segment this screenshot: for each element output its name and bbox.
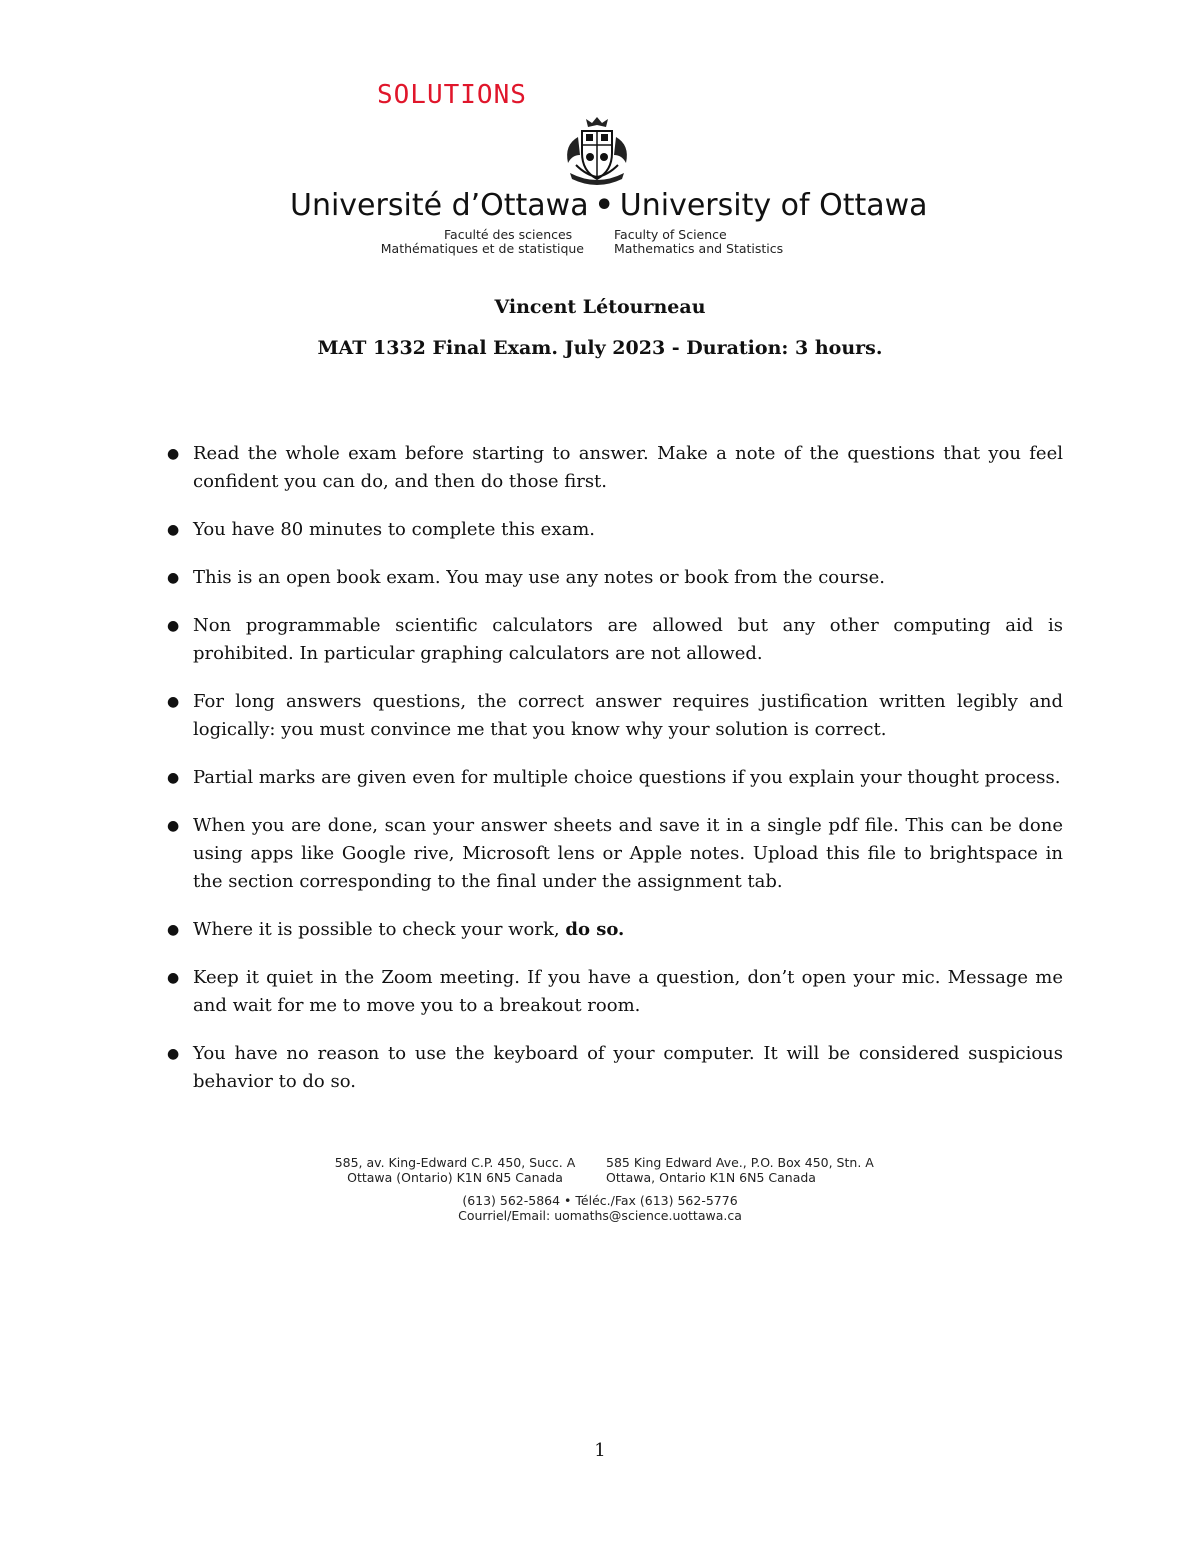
instruction-text: You have no reason to use the keyboard of your computer. It will be considered suspicious behavior to do so. [193, 1043, 1063, 1092]
instruction-text: Where it is possible to check your work, [193, 919, 560, 940]
instruction-text: You have 80 minutes to complete this exam. [193, 519, 596, 540]
bullet-icon: ● [167, 446, 180, 462]
bullet-icon: ● [167, 570, 180, 586]
bullet-icon: ● [167, 770, 180, 786]
author-name: Vincent Létourneau [494, 296, 706, 318]
instruction-text: When you are done, scan your answer sheets and save it in a single pdf file. This can be done using apps like Google rive, Microsoft lens or Apple notes. Upload this file to brightspace in the section corresponding to the final under the assignment tab. [193, 815, 1063, 892]
instruction-text: Read the whole exam before starting to answer. Make a note of the questions that you feel confident you can do, and then do those first. [193, 443, 1063, 492]
faculty-fr-line1: Faculté des sciences [444, 227, 573, 242]
faculty-en [614, 228, 844, 256]
instructions-list [165, 440, 1063, 1116]
university-name-fr: Université d’Ottawa [290, 188, 589, 223]
exam-title: MAT 1332 Final Exam. July 2023 - Duration: 3 hours. [317, 337, 883, 359]
phone-line: (613) 562-5864 • Téléc./Fax (613) 562-5776 [462, 1193, 738, 1208]
bullet-icon: ● [167, 694, 180, 710]
list-item [165, 688, 1063, 744]
faculty-fr-line2: Mathématiques et de statistique [380, 241, 584, 256]
address-en [606, 1155, 886, 1185]
faculty-fr [374, 228, 584, 256]
name-separator: • [594, 188, 614, 223]
address-fr-line1: 585, av. King-Edward C.P. 450, Succ. A [334, 1155, 576, 1170]
university-crest-icon [556, 115, 638, 187]
list-item [165, 1040, 1063, 1096]
list-item [165, 916, 1063, 944]
instruction-text: This is an open book exam. You may use any notes or book from the course. [193, 567, 885, 588]
list-item [165, 812, 1063, 896]
bullet-icon: ● [167, 1046, 180, 1062]
address-fr [330, 1155, 580, 1185]
address-fr-line2: Ottawa (Ontario) K1N 6N5 Canada [347, 1170, 563, 1185]
solutions-label: SOLUTIONS [377, 80, 527, 110]
instruction-text: Non programmable scientific calculators are allowed but any other computing aid is prohibited. In particular graphing calculators are not allowed. [193, 615, 1063, 664]
instruction-text: For long answers questions, the correct answer requires justification written legibly and logically: you must convince me that you know why your solution is correct. [193, 691, 1063, 740]
instruction-emphasis: do so. [565, 919, 625, 940]
list-item [165, 612, 1063, 668]
faculty-en-line1: Faculty of Science [614, 227, 727, 242]
faculty-en-line2: Mathematics and Statistics [614, 241, 784, 256]
bullet-icon: ● [167, 970, 180, 986]
university-name-en: University of Ottawa [619, 188, 928, 223]
list-item [165, 964, 1063, 1020]
university-name [290, 188, 928, 223]
address-en-line2: Ottawa, Ontario K1N 6N5 Canada [606, 1170, 816, 1185]
list-item [165, 564, 1063, 592]
list-item [165, 440, 1063, 496]
bullet-icon: ● [167, 922, 180, 938]
bullet-icon: ● [167, 522, 180, 538]
page-number: 1 [594, 1440, 606, 1461]
contact-info [300, 1193, 900, 1223]
address-en-line1: 585 King Edward Ave., P.O. Box 450, Stn. A [606, 1155, 874, 1170]
list-item [165, 764, 1063, 792]
bullet-icon: ● [167, 818, 180, 834]
bullet-icon: ● [167, 618, 180, 634]
instruction-text: Keep it quiet in the Zoom meeting. If you have a question, don’t open your mic. Message me and wait for me to move you to a breakout room. [193, 967, 1063, 1016]
email-line: Courriel/Email: uomaths@science.uottawa.ca [458, 1208, 742, 1223]
list-item [165, 516, 1063, 544]
instruction-text: Partial marks are given even for multiple choice questions if you explain your thought process. [193, 767, 1061, 788]
